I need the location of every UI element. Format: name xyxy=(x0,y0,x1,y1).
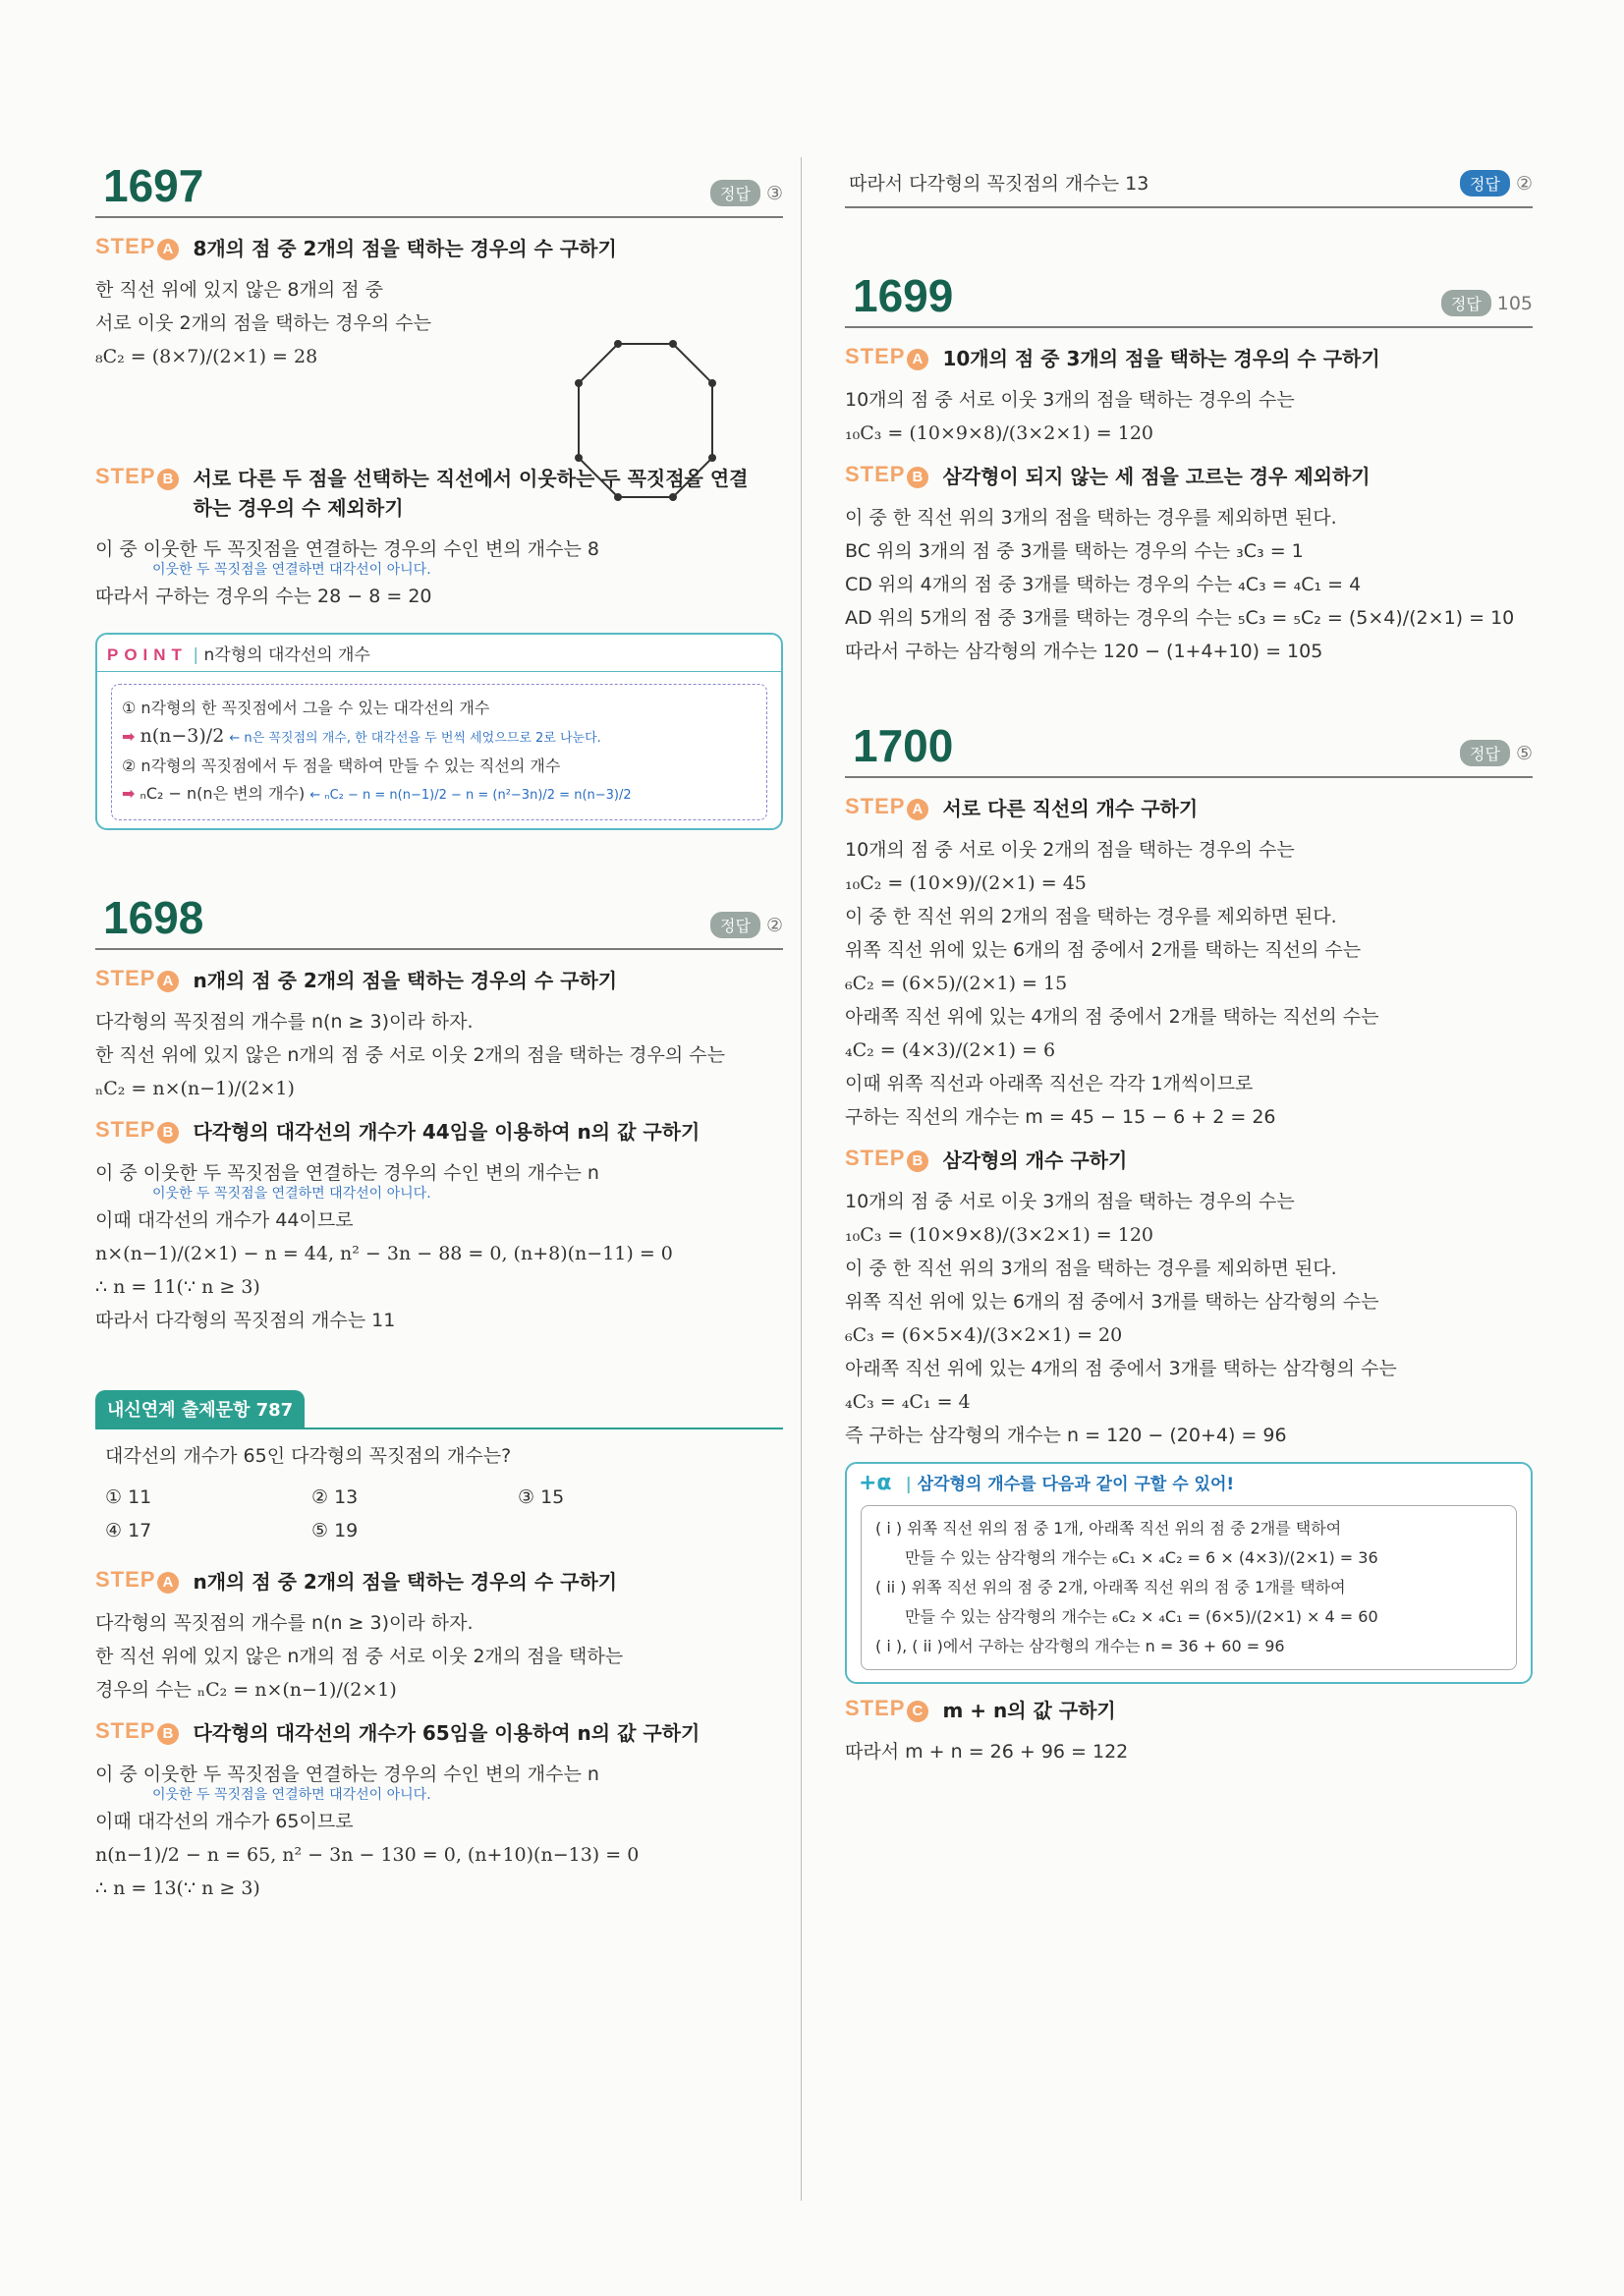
text-line: 따라서 다각형의 꼭짓점의 개수는 13 xyxy=(849,173,1149,195)
step-tag: STEP B xyxy=(845,1146,928,1172)
step-tag: STEP B xyxy=(95,1117,179,1144)
answer-badge: 정답 xyxy=(1460,740,1510,766)
text-line: 이때 위쪽 직선과 아래쪽 직선은 각각 1개씩이므로 xyxy=(845,1073,1254,1094)
text-line: 즉 구하는 삼각형의 개수는 n = 120 − (20+4) = 96 xyxy=(845,1425,1287,1446)
answer-value: ② xyxy=(765,915,783,936)
step-title: 다각형의 대각선의 개수가 65임을 이용하여 n의 값 구하기 xyxy=(193,1721,700,1745)
text-line: 구하는 직선의 개수는 m = 45 − 15 − 6 + 2 = 26 xyxy=(845,1106,1276,1128)
choice[interactable]: ① 11 xyxy=(105,1486,152,1508)
formula: ∴ n = 11(∵ n ≥ 3) xyxy=(95,1276,260,1298)
point-box xyxy=(95,633,783,830)
octagon-figure xyxy=(547,332,744,529)
step-title: 10개의 점 중 3개의 점을 택하는 경우의 수 구하기 xyxy=(942,347,1380,370)
plus-alpha-body: ( i ) 위쪽 직선 위의 점 중 1개, 아래쪽 직선 위의 점 중 2개를 택하여 만들 수 있는 삼각형의 개수는 ₆C₁ × ₄C₂ = 6 × (4×3)/(2×1) = 36 ( ii ) 위쪽 직선 위의 점 중 2개, 아래쪽 직선 위의 점 중 1개를 택하여 만들 수 있는 삼각형의 개수는 ₆C₂ × ₄C₁ = (6×5)/(2×1) × 4 = 60 ( i ), ( ii )에서 구하는 삼각형의 개수는 n = 36 + 60 = 96 xyxy=(861,1505,1517,1670)
continuation-header xyxy=(845,157,1533,208)
step-tag: STEP C xyxy=(845,1696,928,1722)
formula: ₆C₃ = (6×5×4)/(3×2×1) = 20 xyxy=(845,1324,1123,1346)
step-b xyxy=(95,1117,783,1147)
problem-number: 1698 xyxy=(103,892,204,943)
formula: ₁₀C₂ = (10×9)/(2×1) = 45 xyxy=(845,872,1087,894)
answer xyxy=(710,912,783,938)
column-divider xyxy=(801,157,802,2201)
answer-value: ⑤ xyxy=(1515,743,1533,764)
formula: n(n−1)/2 − n = 65, n² − 3n − 130 = 0, (n+10)(n−13) = 0 xyxy=(95,1844,640,1866)
right-column xyxy=(845,157,1533,1768)
problem-1697-body xyxy=(95,234,783,830)
plus-alpha-icon: +α xyxy=(859,1471,892,1495)
text-line: 이 중 이웃한 두 꼭짓점을 연결하는 경우의 수인 변의 개수는 8 xyxy=(95,538,599,560)
step-a xyxy=(95,234,783,263)
choice[interactable]: ④ 17 xyxy=(105,1520,152,1541)
text-line: 따라서 구하는 경우의 수는 28 − 8 = 20 xyxy=(95,586,432,607)
text-line: 이때 대각선의 개수가 65이므로 xyxy=(95,1811,354,1832)
formula: ₄C₂ = (4×3)/(2×1) = 6 xyxy=(845,1039,1056,1061)
formula: 경우의 수는 ₙC₂ = n×(n−1)/(2×1) xyxy=(95,1679,397,1701)
step-b xyxy=(845,1146,1533,1175)
text-line: 한 직선 위에 있지 않은 n개의 점 중 서로 이웃 2개의 점을 택하는 xyxy=(95,1646,624,1667)
text-line: 10개의 점 중 서로 이웃 3개의 점을 택하는 경우의 수는 xyxy=(845,389,1295,411)
step-tag: STEP A xyxy=(95,966,179,992)
text-line: 이 중 한 직선 위의 3개의 점을 택하는 경우를 제외하면 된다. xyxy=(845,507,1337,529)
formula: ₄C₃ = ₄C₁ = 4 xyxy=(845,1391,971,1413)
text-line: 위쪽 직선 위에 있는 6개의 점 중에서 2개를 택하는 직선의 수는 xyxy=(845,939,1362,961)
step-title: m + n의 값 구하기 xyxy=(942,1699,1116,1722)
choice[interactable]: ⑤ 19 xyxy=(311,1520,359,1541)
answer-badge: 정답 xyxy=(710,180,760,206)
answer-value: ③ xyxy=(765,183,783,204)
text-line: 다각형의 꼭짓점의 개수를 n(n ≥ 3)이라 하자. xyxy=(95,1011,474,1033)
step-title: n개의 점 중 2개의 점을 택하는 경우의 수 구하기 xyxy=(193,969,618,992)
naesin-tag: 내신연계 출제문항 787 xyxy=(95,1390,305,1428)
answer xyxy=(710,180,783,206)
problem-number: 1700 xyxy=(853,720,954,771)
text-line: 10개의 점 중 서로 이웃 3개의 점을 택하는 경우의 수는 xyxy=(845,1191,1295,1212)
step-b xyxy=(95,1718,783,1748)
step-tag: STEP B xyxy=(95,464,179,490)
answer-badge: 정답 xyxy=(1441,290,1491,316)
text-line: 따라서 m + n = 26 + 96 = 122 xyxy=(845,1741,1129,1763)
text-line: BC 위의 3개의 점 중 3개를 택하는 경우의 수는 ₃C₃ = 1 xyxy=(845,540,1304,562)
point-header: POINT | n각형의 대각선의 개수 xyxy=(97,635,781,672)
text-line: 이 중 이웃한 두 꼭짓점을 연결하는 경우의 수인 변의 개수는 n xyxy=(95,1764,599,1785)
text-line: 위쪽 직선 위에 있는 6개의 점 중에서 3개를 택하는 삼각형의 수는 xyxy=(845,1291,1379,1313)
answer xyxy=(1460,170,1533,196)
text-line: 아래쪽 직선 위에 있는 4개의 점 중에서 3개를 택하는 삼각형의 수는 xyxy=(845,1358,1397,1379)
formula: ₙC₂ = n×(n−1)/(2×1) xyxy=(95,1078,295,1099)
formula: ₆C₂ = (6×5)/(2×1) = 15 xyxy=(845,973,1068,994)
answer-badge: 정답 xyxy=(1460,170,1510,196)
formula: ₈C₂ = (8×7)/(2×1) = 28 xyxy=(95,346,318,367)
answer xyxy=(1441,290,1533,316)
formula: ₁₀C₃ = (10×9×8)/(3×2×1) = 120 xyxy=(845,1224,1154,1246)
plus-alpha-header: +α | 삼각형의 개수를 다음과 같이 구할 수 있어! xyxy=(859,1471,1235,1495)
choices xyxy=(105,1481,783,1547)
problem-header-1697 xyxy=(95,147,783,218)
text-line: 한 직선 위에 있지 않은 8개의 점 중 xyxy=(95,279,383,301)
answer xyxy=(1460,740,1533,766)
naesin-header xyxy=(95,1384,783,1429)
formula: ∴ n = 13(∵ n ≥ 3) xyxy=(95,1877,260,1899)
problem-header-1698 xyxy=(95,879,783,950)
text-line: 따라서 다각형의 꼭짓점의 개수는 11 xyxy=(95,1310,396,1331)
step-tag: STEP A xyxy=(95,1567,179,1594)
step-title: 8개의 점 중 2개의 점을 택하는 경우의 수 구하기 xyxy=(193,237,617,260)
step-a xyxy=(95,1567,783,1596)
step-title: 서로 다른 두 점을 선택하는 직선에서 이웃하는 두 꼭짓점을 연결 하는 경우의 수 제외하기 xyxy=(193,467,749,520)
question: 대각선의 개수가 65인 다각형의 꼭짓점의 개수는? xyxy=(105,1445,512,1467)
step-tag: STEP B xyxy=(95,1718,179,1745)
text-line: 이때 대각선의 개수가 44이므로 xyxy=(95,1209,354,1231)
problem-number: 1699 xyxy=(853,270,954,321)
text-line: 이 중 한 직선 위의 3개의 점을 택하는 경우를 제외하면 된다. xyxy=(845,1258,1337,1279)
problem-header-1700 xyxy=(845,707,1533,778)
step-a xyxy=(95,966,783,995)
step-a xyxy=(845,344,1533,373)
text-line: 이 중 한 직선 위의 2개의 점을 택하는 경우를 제외하면 된다. xyxy=(845,906,1337,927)
step-tag: STEP A xyxy=(95,234,179,260)
step-title: 다각형의 대각선의 개수가 44임을 이용하여 n의 값 구하기 xyxy=(193,1120,700,1144)
note: 이웃한 두 꼭짓점을 연결하면 대각선이 아니다. xyxy=(152,1787,431,1803)
text-line: CD 위의 4개의 점 중 3개를 택하는 경우의 수는 ₄C₃ = ₄C₁ = 4 xyxy=(845,574,1362,595)
choice[interactable]: ② 13 xyxy=(311,1486,359,1508)
text-line: AD 위의 5개의 점 중 3개를 택하는 경우의 수는 ₅C₃ = ₅C₂ = (5×4)/(2×1) = 10 xyxy=(845,607,1515,629)
text-line: 한 직선 위에 있지 않은 n개의 점 중 서로 이웃 2개의 점을 택하는 경우의 수는 xyxy=(95,1044,725,1066)
step-title: n개의 점 중 2개의 점을 택하는 경우의 수 구하기 xyxy=(193,1570,618,1594)
step-a xyxy=(845,794,1533,823)
step-title: 삼각형의 개수 구하기 xyxy=(942,1148,1128,1172)
text-line: 서로 이웃 2개의 점을 택하는 경우의 수는 xyxy=(95,312,431,334)
text-line: 다각형의 꼭짓점의 개수를 n(n ≥ 3)이라 하자. xyxy=(95,1612,474,1634)
step-tag: STEP A xyxy=(845,344,928,370)
step-title: 서로 다른 직선의 개수 구하기 xyxy=(942,797,1199,820)
plus-alpha-box xyxy=(845,1462,1533,1684)
text-line: 10개의 점 중 서로 이웃 2개의 점을 택하는 경우의 수는 xyxy=(845,839,1295,861)
formula: n×(n−1)/(2×1) − n = 44, n² − 3n − 88 = 0, (n+8)(n−11) = 0 xyxy=(95,1243,673,1264)
step-tag: STEP A xyxy=(845,794,928,820)
answer-value: 105 xyxy=(1496,293,1533,314)
note: 이웃한 두 꼭짓점을 연결하면 대각선이 아니다. xyxy=(152,562,431,578)
formula: ₁₀C₃ = (10×9×8)/(3×2×1) = 120 xyxy=(845,422,1154,444)
note: 이웃한 두 꼭짓점을 연결하면 대각선이 아니다. xyxy=(152,1186,431,1202)
answer-badge: 정답 xyxy=(710,912,760,938)
text-line: 따라서 구하는 삼각형의 개수는 120 − (1+4+10) = 105 xyxy=(845,641,1323,662)
text-line: 아래쪽 직선 위에 있는 4개의 점 중에서 2개를 택하는 직선의 수는 xyxy=(845,1006,1379,1028)
answer-value: ② xyxy=(1515,173,1533,195)
choice[interactable]: ③ 15 xyxy=(518,1486,565,1508)
text-line: 이 중 이웃한 두 꼭짓점을 연결하는 경우의 수인 변의 개수는 n xyxy=(95,1162,599,1184)
step-title: 삼각형이 되지 않는 세 점을 고르는 경우 제외하기 xyxy=(942,465,1371,488)
problem-header-1699 xyxy=(845,257,1533,328)
step-c xyxy=(845,1696,1533,1725)
step-b xyxy=(845,462,1533,491)
left-column xyxy=(95,147,783,1905)
step-tag: STEP B xyxy=(845,462,928,488)
problem-number: 1697 xyxy=(103,160,204,211)
point-body: ① n각형의 한 꼭짓점에서 그을 수 있는 대각선의 개수 ➡ n(n−3)/2 ← n은 꼭짓점의 개수, 한 대각선을 두 번씩 세었으므로 2로 나눈다. ② n각형의 꼭짓점에서 두 점을 택하여 만들 수 있는 직선의 개수 ➡ ₙC₂ − n(n은 변의 개수) ← ₙC₂ − n = n(n−1)/2 − n = (n²−3n)/2 = n(n−3)/2 xyxy=(111,684,767,820)
